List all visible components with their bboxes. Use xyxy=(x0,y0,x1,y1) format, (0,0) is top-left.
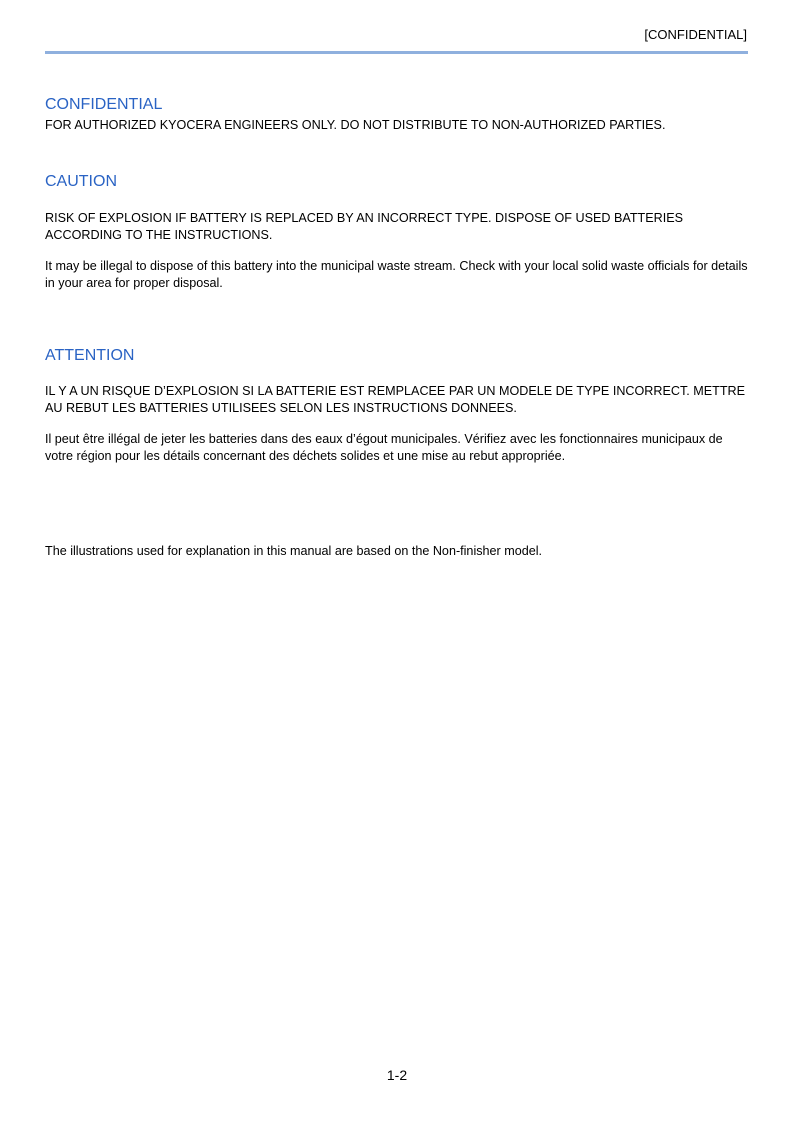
confidential-notice: FOR AUTHORIZED KYOCERA ENGINEERS ONLY. DO NOT DISTRIBUTE TO NON-AUTHORIZED PARTIES. xyxy=(45,118,666,132)
confidential-mark: [CONFIDENTIAL] xyxy=(644,27,747,42)
confidential-heading: CONFIDENTIAL xyxy=(45,96,163,113)
caution-disposal: It may be illegal to dispose of this battery into the municipal waste stream. Check with your local solid waste officials for details in your area for proper disposal. xyxy=(45,259,748,290)
header-divider xyxy=(45,51,748,54)
caution-heading: CAUTION xyxy=(45,173,117,190)
caution-warning: RISK OF EXPLOSION IF BATTERY IS REPLACED BY AN INCORRECT TYPE. DISPOSE OF USED BATTERIES ACCORDING TO THE INSTRUCTIONS. xyxy=(45,211,684,242)
page-number: 1-2 xyxy=(386,1067,408,1083)
attention-warning: IL Y A UN RISQUE D’EXPLOSION SI LA BATTERIE EST REMPLACEE PAR UN MODELE DE TYPE INCORRECT. METTRE AU REBUT LES BATTERIES UTILISEES SELON LES INSTRUCTIONS DONNEES. xyxy=(45,384,746,415)
attention-disposal: Il peut être illégal de jeter les batteries dans des eaux d’égout municipales. Vérifiez avec les fonctionnaires municipaux de votre région pour les détails concernant des déchets solides et une mise au rebut appropriée. xyxy=(45,432,723,463)
attention-heading: ATTENTION xyxy=(45,347,135,364)
illustration-note: The illustrations used for explanation in this manual are based on the Non-finisher model. xyxy=(45,544,543,558)
